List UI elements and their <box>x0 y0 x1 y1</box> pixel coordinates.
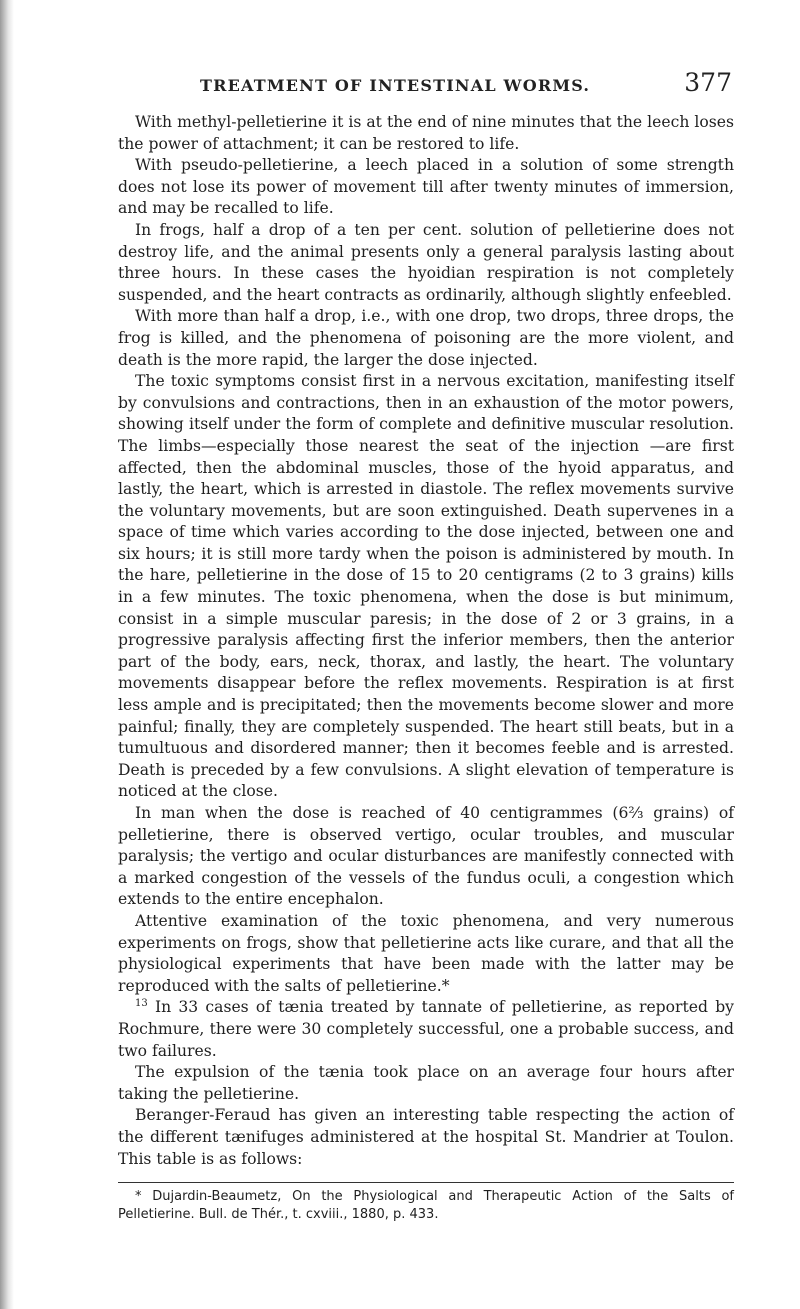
paragraph-toxic-symptoms: The toxic symptoms consist first in a nervous excitation, manifesting itself by convulsions and contractions, then in an exhaustion of the motor powers, showing itself under the form of complete and definitive muscular resolution. The limbs—especially those nearest the seat of the injection —are first affected, then the abdominal muscles, those of the hyoid apparatus, and lastly, the heart, which is arrested in diastole. The reflex movements survive the voluntary movements, but are soon extinguished. Death supervenes in a space of time which varies according to the dose injected, between one and six hours; it is still more tardy when the poison is administered by mouth. In the hare, pelletierine in the dose of 15 to 20 centigrams (2 to 3 grains) kills in a few minutes. The toxic phenomena, when the dose is but minimum, consist in a simple muscular paresis; in the dose of 2 or 3 grains, in a progressive paralysis affecting first the inferior members, then the anterior part of the body, ears, neck, thorax, and lastly, the heart. The voluntary movements disappear before the reflex movements. Respiration is at first less ample and is precipitated; then the movements become slower and more painful; finally, they are completely suspended. The heart still beats, but in a tumultuous and disordered manner; then it becomes feeble and is arrested. Death is preceded by a few convulsions. A slight elevation of temperature is noticed at the close. <box>118 372 734 801</box>
running-title: TREATMENT OF INTESTINAL WORMS. <box>200 76 591 95</box>
paragraph-attentive-examination: Attentive examination of the toxic phenomena, and very numerous experiments on frogs, show that pelletierine acts like curare, and that all the physiological experiments that have been made with the latter may be reproduced with the salts of pelletierine.* <box>118 911 734 995</box>
running-head <box>118 68 732 100</box>
paragraph-frogs-more-than-half-drop: With more than half a drop, i.e., with one drop, two drops, three drops, the frog is killed, and the phenomena of poisoning are the more violent, and death is the more rapid, the larger the dose injected. <box>118 307 734 369</box>
page-edge-shadow <box>0 0 14 1309</box>
marginal-reference-number: 13 <box>135 998 148 1010</box>
page-number: 377 <box>684 68 732 97</box>
paragraph-methyl-pelletierine: With methyl-pelletierine it is at the end of nine minutes that the leech loses the power of attachment; it can be restored to life. <box>118 113 734 153</box>
paragraph-pseudo-pelletierine: With pseudo-pelletierine, a leech placed in a solution of some strength does not lose its power of movement till after twenty minutes of immersion, and may be recalled to life. <box>118 156 734 218</box>
body-text <box>118 112 734 1224</box>
paragraph-taenia-cases <box>118 997 734 1062</box>
paragraph-taenia-cases-text: In 33 cases of tænia treated by tannate of pelletierine, as reported by Rochmure, there were 30 completely successful, one a probable success, and two failures. <box>118 998 734 1060</box>
paragraph-in-man: In man when the dose is reached of 40 centigrammes (6⅔ grains) of pelletierine, there is observed vertigo, ocular troubles, and muscular paralysis; the vertigo and ocular disturbances are manifestly connected with a marked congestion of the vessels of the fundus oculi, a congestion which extends to the entire encephalon. <box>118 804 734 909</box>
footnote <box>118 1188 734 1224</box>
footnote-rule <box>118 1182 734 1183</box>
paragraph-expulsion: The expulsion of the tænia took place on an average four hours after taking the pelletierine. <box>118 1063 734 1103</box>
paragraph-frogs-half-drop: In frogs, half a drop of a ten per cent. solution of pelletierine does not destroy life, and the animal presents only a general paralysis lasting about three hours. In these cases the hyoidian respiration is not completely suspended, and the heart contracts as ordinarily, although slightly enfeebled. <box>118 220 734 304</box>
paragraph-beranger-feraud: Beranger-Feraud has given an interesting table respecting the action of the different tænifuges administered at the hospital St. Mandrier at Toulon. This table is as follows: <box>118 1106 734 1168</box>
footnote-text: * Dujardin-Beaumetz, On the Physiological and Therapeutic Action of the Salts of Pelletierine. Bull. de Thér., t. cxviii., 1880, p. 433. <box>118 1189 734 1223</box>
